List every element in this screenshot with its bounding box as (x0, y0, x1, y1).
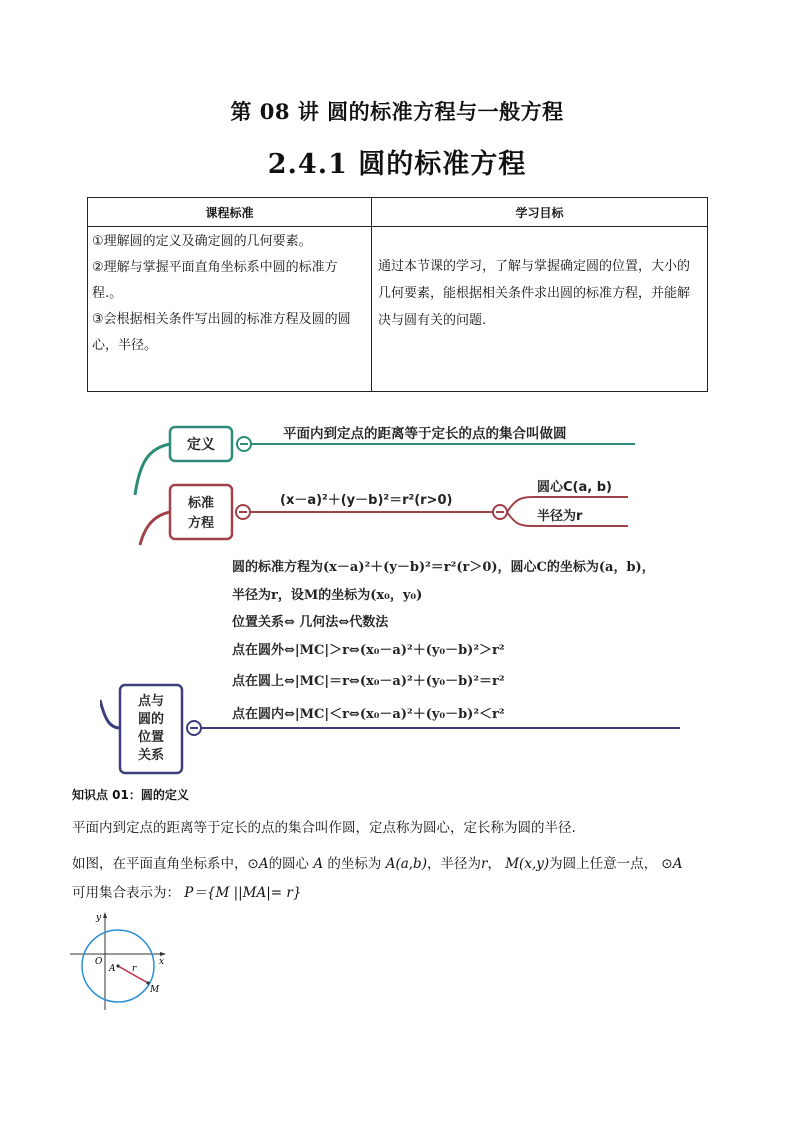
standards-table (87, 197, 708, 392)
math-coord-A: A(a,b) (385, 856, 427, 872)
pos-line4: 点在圆外⇔|MC|＞r⇔(x₀－a)²＋(y₀－b)²＞r² (232, 643, 505, 658)
origin-label: O (95, 957, 103, 967)
center-label: 圆心C(a, b) (537, 480, 612, 495)
text: 的圆心 (268, 856, 310, 872)
standard-item: ①理解圆的定义及确定圆的几何要素。 (92, 234, 312, 249)
text: ，半径为 (426, 856, 481, 872)
knowledge-point-title: 知识点 01：圆的定义 (72, 788, 189, 802)
text: 的坐标为 (327, 856, 382, 872)
mind-map (100, 400, 700, 780)
section-title: 2.4.1 圆的标准方程 (267, 149, 527, 180)
set-paragraph (72, 850, 732, 908)
A-label: A (109, 964, 116, 974)
pos-line5: 点在圆上⇔|MC|＝r⇔(x₀－a)²＋(y₀－b)²＝r² (232, 674, 505, 689)
def-branch-curve (135, 444, 170, 495)
x-label: x (159, 957, 165, 967)
pos-box-line: 圆的 (137, 712, 165, 727)
text: 可用集合表示为： (72, 885, 180, 901)
y-label: y (96, 913, 102, 923)
pos-line3: 位置关系⇔ 几何法⇔代数法 (232, 615, 389, 630)
text: ， (487, 856, 501, 872)
pos-line1: 圆的标准方程为(x－a)²＋(y－b)²＝r²(r＞0)，圆心C的坐标为(a，b)， (232, 560, 655, 575)
math-r: r (480, 856, 488, 872)
math-set-expression: P＝{M ||MA|= r} (184, 885, 302, 901)
math-A: A (672, 856, 683, 872)
math-coord-M: M(x,y) (505, 856, 550, 872)
text: 如图，在平面直角坐标系中，⊙ (72, 856, 259, 872)
pos-branch-curve (100, 700, 120, 728)
col-header-standards: 课程标准 (88, 198, 372, 227)
pos-box-line: 关系 (137, 748, 165, 763)
pos-box-line: 位置 (137, 730, 165, 745)
std-box-line1: 标准 (187, 496, 215, 511)
math-A: A (313, 856, 324, 872)
center-point (116, 964, 119, 967)
pos-line2: 半径为r，设M的坐标为(x₀，y₀) (232, 588, 423, 603)
circle-figure (68, 908, 178, 1013)
standards-cell (88, 227, 372, 392)
definition-paragraph: 平面内到定点的距离等于定长的点的集合叫作圆，定点称为圆心，定长称为圆的半径. (72, 820, 576, 836)
y-axis-arrow (103, 912, 107, 918)
pos-box-line: 点与 (137, 694, 165, 709)
pos-line6: 点在圆内⇔|MC|＜r⇔(x₀－a)²＋(y₀－b)²＜r² (232, 707, 505, 722)
std-equation: (x－a)²＋(y－b)²＝r²(r>0) (280, 493, 453, 508)
def-text: 平面内到定点的距离等于定长的点的集合叫做圆 (283, 426, 567, 442)
std-branch-curve (140, 512, 170, 545)
col-header-goals: 学习目标 (372, 198, 708, 227)
radius-label: 半径为r (537, 509, 583, 524)
r-label: r (132, 964, 137, 974)
text: 为圆上任意一点， ⊙ (549, 856, 673, 872)
math-A: A (258, 856, 269, 872)
def-box-label: 定义 (187, 437, 215, 453)
lecture-title: 第 08 讲 圆的标准方程与一般方程 (230, 99, 564, 124)
x-axis-arrow (160, 952, 166, 956)
std-box-line2: 方程 (187, 516, 215, 531)
standard-item: ③会根据相关条件写出圆的标准方程及圆的圆心，半径。 (92, 312, 351, 353)
standard-item: ②理解与掌握平面直角坐标系中圆的标准方程.。 (92, 260, 338, 301)
M-label: M (150, 985, 160, 995)
goals-cell: 通过本节课的学习，了解与掌握确定圆的位置，大小的几何要素，能根据相关条件求出圆的标准方程，并能解决与圆有关的问题. (372, 227, 708, 392)
